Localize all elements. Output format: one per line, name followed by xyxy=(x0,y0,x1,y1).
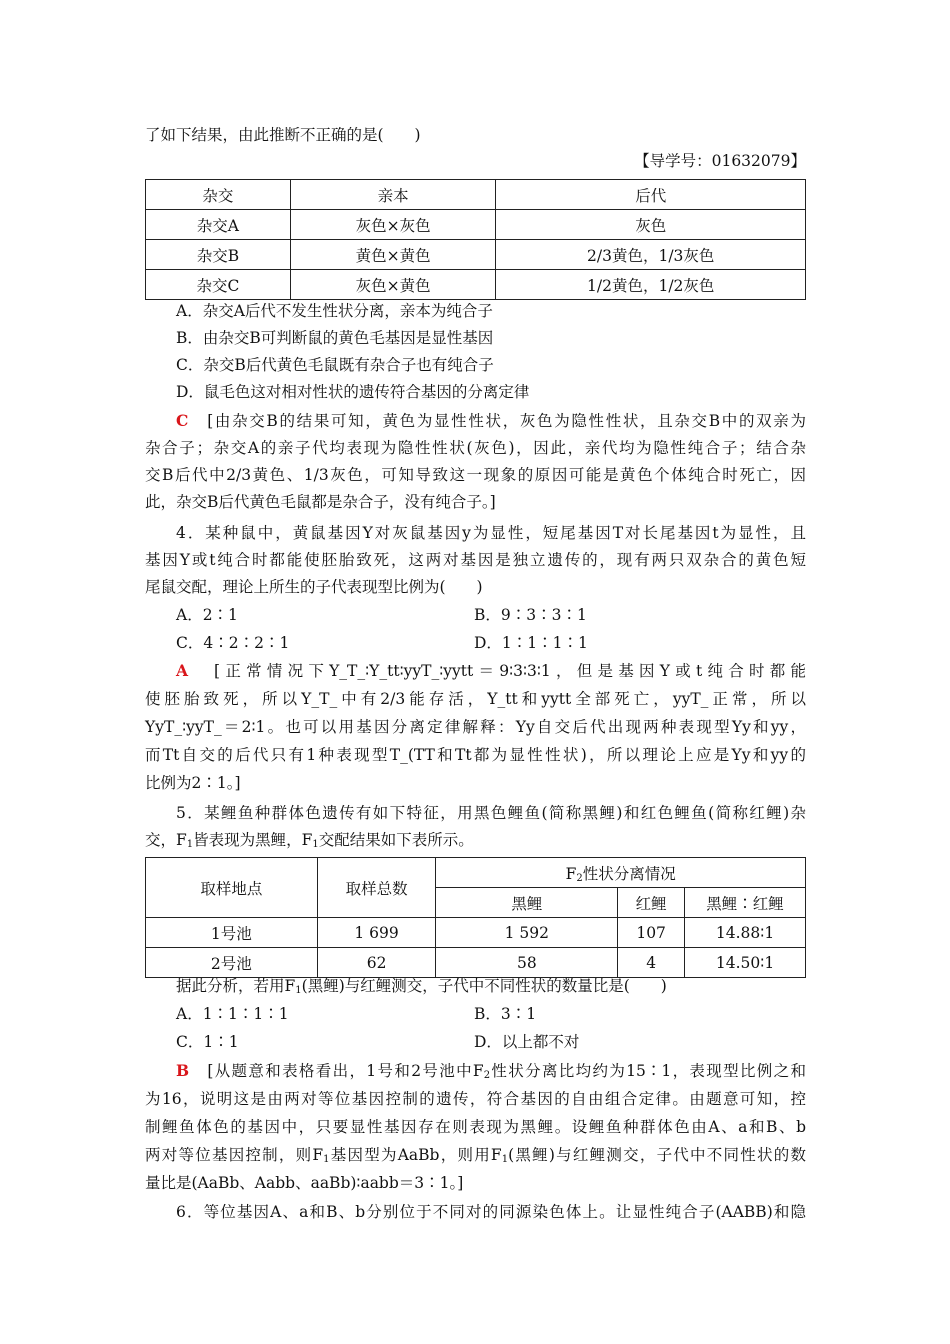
table-cell: 灰色 xyxy=(496,210,806,240)
q5-answer: B xyxy=(176,1061,190,1080)
q5-option-b: B．3∶1 xyxy=(474,1005,537,1023)
table-cell: 黄色×黄色 xyxy=(290,240,496,270)
q4-explanation-line: YyT_∶yyT_＝2∶1。也可以用基因分离定律解释：Yy自交后代出现两种表现型Yy和yy， xyxy=(145,718,806,736)
q5-explanation-line: 两对等位基因控制，则$F_1$基因型为AaBb，则用$F_1$(黑鲤)与红鲤测交，子代中不同性状的数 xyxy=(145,1146,806,1165)
table-cell: 灰色×灰色 xyxy=(290,210,496,240)
table-row xyxy=(146,210,806,240)
table-header: $F_2$性状分离情况 xyxy=(436,858,806,888)
q3-option-c: C．杂交B后代黄色毛鼠既有杂合子也有纯合子 xyxy=(176,356,494,374)
q4-stem-line: 基因Y或t纯合时都能使胚胎致死，这两对基因是独立遗传的，现有两只双杂合的黄色短 xyxy=(145,551,806,569)
q5-explanation-line: 制鲤鱼体色的基因中，只要显性基因存在则表现为黑鲤。设鲤鱼种群体色由A、a和B、b xyxy=(145,1118,806,1136)
table-cell: 1 592 xyxy=(436,918,618,948)
q3-explanation-line: 交B后代中2/3黄色、1/3灰色，可知导致这一现象的原因可能是黄色个体纯合时死亡，因 xyxy=(145,466,806,484)
table-header: 红鲤 xyxy=(618,888,685,918)
q3-explanation-line: C [由杂交B的结果可知，黄色为显性性状，灰色为隐性性状，且杂交B中的双亲为 xyxy=(176,411,806,430)
table-cell: 58 xyxy=(436,948,618,978)
table-row xyxy=(146,918,806,948)
table-header: 黑鲤∶红鲤 xyxy=(685,888,806,918)
q4-explanation-line: 使胚胎致死，所以Y_T_中有2/3能存活，Y_tt和yytt全部死亡，yyT_正常，所以 xyxy=(145,690,806,708)
q3-explanation-line: 杂合子；杂交A的亲子代均表现为隐性性状(灰色)，因此，亲代均为隐性纯合子；结合杂 xyxy=(145,439,806,457)
table-cell: 14.50∶1 xyxy=(685,948,806,978)
q4-stem-line: 尾鼠交配，理论上所生的子代表现型比例为( ) xyxy=(145,578,483,596)
q4-stem-line: 4．某种鼠中，黄鼠基因Y对灰鼠基因y为显性，短尾基因T对长尾基因t为显性，且 xyxy=(176,524,806,542)
q5-option-a: A．1∶1∶1∶1 xyxy=(176,1005,289,1023)
table-header: 后代 xyxy=(496,180,806,210)
q3-stem-tail: 了如下结果，由此推断不正确的是( ) xyxy=(145,126,421,144)
table-cell: 灰色×黄色 xyxy=(290,270,496,300)
q4-explanation-line: A [正常情况下Y_T_∶Y_tt∶yyT_∶yytt＝9∶3∶3∶1，但是基因Y或t纯合时都能 xyxy=(176,661,806,680)
q4-answer: A xyxy=(176,661,189,680)
table-header: 亲本 xyxy=(290,180,496,210)
table-cell: 1号池 xyxy=(146,918,318,948)
table-cell: 1 699 xyxy=(317,918,436,948)
q6-stem-line: 6．等位基因A、a和B、b分别位于不同对的同源染色体上。让显性纯合子(AABB)和隐 xyxy=(176,1203,806,1221)
table-header: 杂交 xyxy=(146,180,291,210)
q5-option-c: C．1∶1 xyxy=(176,1033,239,1051)
q4-explanation-line: 比例为2∶1。] xyxy=(145,774,241,792)
table-cell: 4 xyxy=(618,948,685,978)
q5-stem-line: 交，$F_1$皆表现为黑鲤，$F_1$交配结果如下表所示。 xyxy=(145,831,474,850)
table-row xyxy=(146,240,806,270)
table-header-row xyxy=(146,180,806,210)
q4-explanation-line: 而Tt自交的后代只有1种表现型T_(TT和Tt都为显性性状)，所以理论上应是Yy和yy的 xyxy=(145,746,806,764)
table-header: 黑鲤 xyxy=(436,888,618,918)
table-header: 取样地点 xyxy=(146,858,318,918)
q3-option-d: D．鼠毛色这对相对性状的遗传符合基因的分离定律 xyxy=(176,383,530,401)
q4-option-c: C．4∶2∶2∶1 xyxy=(176,634,290,652)
q3-option-b: B．由杂交B可判断鼠的黄色毛基因是显性基因 xyxy=(176,329,494,347)
table-cell: 杂交B xyxy=(146,240,291,270)
table-cell: 杂交C xyxy=(146,270,291,300)
table-row xyxy=(146,948,806,978)
q3-option-a: A．杂交A后代不发生性状分离，亲本为纯合子 xyxy=(176,302,493,320)
q3-explanation-line: 此，杂交B后代黄色毛鼠都是杂合子，没有纯合子。] xyxy=(145,493,496,511)
q5-question: 据此分析，若用$F_1$(黑鲤)与红鲤测交，子代中不同性状的数量比是( ) xyxy=(176,977,667,996)
q3-table xyxy=(145,179,806,300)
q5-table xyxy=(145,857,806,978)
table-row xyxy=(146,270,806,300)
table-header: 取样总数 xyxy=(317,858,436,918)
q5-option-d: D．以上都不对 xyxy=(474,1033,580,1051)
table-cell: 2/3黄色，1/3灰色 xyxy=(496,240,806,270)
q5-explanation-line: 量比是(AaBb、Aabb、aaBb)∶aabb＝3∶1。] xyxy=(145,1174,464,1192)
q3-answer: C xyxy=(176,411,189,430)
q4-option-d: D．1∶1∶1∶1 xyxy=(474,634,588,652)
q5-explanation-line: 为16，说明这是由两对等位基因控制的遗传，符合基因的自由组合定律。由题意可知，控 xyxy=(145,1090,806,1108)
q5-stem-line: 5．某鲤鱼种群体色遗传有如下特征，用黑色鲤鱼(简称黑鲤)和红色鲤鱼(简称红鲤)杂 xyxy=(176,804,806,822)
q5-explanation-line: B [从题意和表格看出，1号和2号池中$F_2$性状分离比均约为15∶1，表现型比例之和 xyxy=(176,1061,806,1081)
table-cell: 14.88∶1 xyxy=(685,918,806,948)
table-cell: 2号池 xyxy=(146,948,318,978)
guide-number: 【导学号：01632079】 xyxy=(634,152,806,170)
table-cell: 107 xyxy=(618,918,685,948)
table-cell: 杂交A xyxy=(146,210,291,240)
table-header-row xyxy=(146,858,806,888)
q4-option-b: B．9∶3∶3∶1 xyxy=(474,606,587,624)
table-cell: 1/2黄色，1/2灰色 xyxy=(496,270,806,300)
q4-option-a: A．2∶1 xyxy=(176,606,238,624)
table-cell: 62 xyxy=(317,948,436,978)
